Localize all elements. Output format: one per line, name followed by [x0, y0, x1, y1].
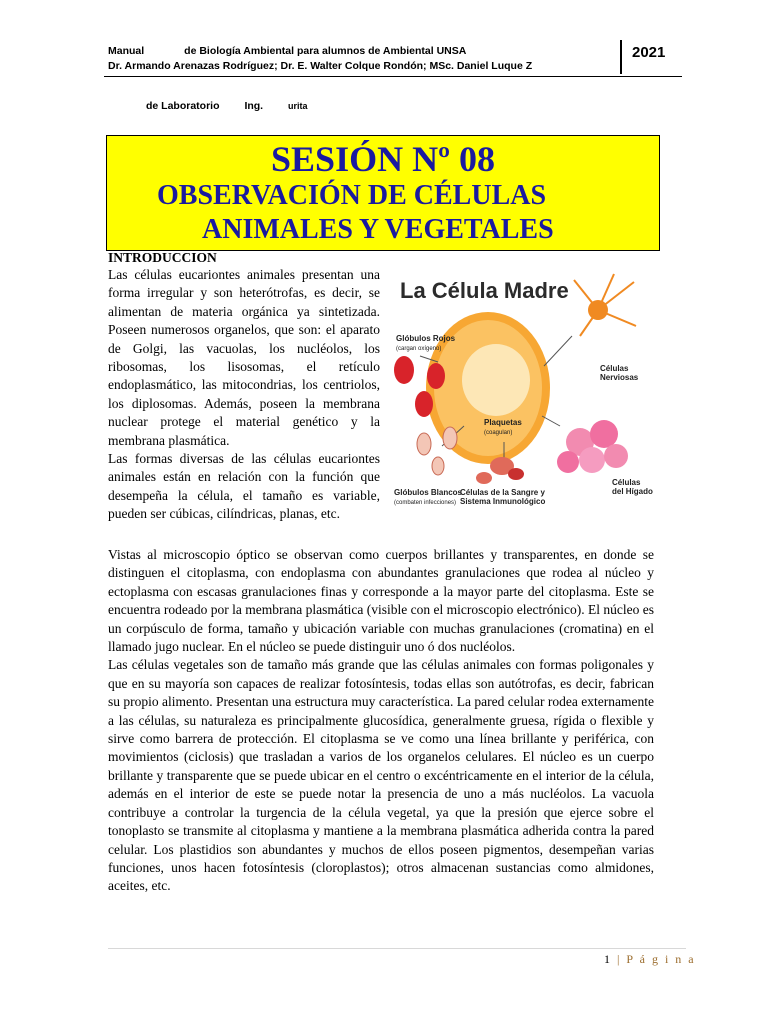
session-title-line1: OBSERVACIÓN DE CÉLULAS — [157, 180, 547, 211]
lab-line — [146, 100, 308, 112]
intro-heading: INTRODUCCION — [108, 250, 217, 265]
header-course-line — [108, 44, 618, 59]
white-blood-cell — [417, 433, 431, 455]
red-blood-cell — [394, 356, 414, 384]
page-number-value: 1 — [604, 952, 612, 966]
label-platelets: Plaquetas (coagulan) — [484, 418, 522, 436]
header-divider — [104, 76, 682, 77]
intro-paragraph-2: Las formas diversas de las células eucariontes animales están en relación con la función que desempeña la célula, el tamaño es variable, pueden ser cúbicas, cilíndricas, planas, etc. — [108, 451, 380, 522]
red-blood-cell — [427, 363, 445, 389]
header-year: 2021 — [632, 44, 666, 61]
intro-paragraph-3: Vistas al microscopio óptico se observan como cuerpos brillantes y transparentes, en donde se distinguen el citoplasma, con endoplasma con abundantes granulaciones que rodea al núcleo y ectoplasma con escasas granulaciones finas y corresponde a la mayor parte del citoplasma. Este se encuentra rodeado por la membrana plasmática (visible con el microscopio electrónico). El núcleo es un corpúsculo de forma, tamaño y ubicación variable con muchas granulaciones (cromatina) en el llamado jugo nuclear. En el núcleo se puede distinguir uno ó dos nucléolos. — [108, 547, 654, 655]
session-number: SESIÓN Nº 08 — [271, 139, 495, 179]
footer-divider — [108, 948, 686, 949]
red-blood-cell — [415, 391, 433, 417]
header-authors: Dr. Armando Arenazas Rodríguez; Dr. E. Walter Colque Rondón; MSc. Daniel Luque Z — [108, 60, 533, 72]
ing-text: Ing. — [244, 100, 264, 112]
intro-left-column — [108, 266, 380, 524]
label-red-blood-cells: Glóbulos Rojos (cargan oxígeno) — [396, 334, 456, 352]
label-nerve-cells: Células Nerviosas — [600, 364, 639, 382]
white-blood-cell — [432, 457, 444, 475]
intro-paragraph-4: Las células vegetales son de tamaño más grande que las células animales con formas poligonales y que en su mayoría son capaces de realizar fotosíntesis, todas ellas son autótrofas, es decir, fabrican su propio alimento. Presentan una estructura muy característica. La pared celular rodea externamente a las células, su naturaleza es principalmente glucosídica, generalmente gruesa, rígida o flexible y sirve como barrera de protección. El citoplasma se ve como una línea brillante y periférica, con movimientos (ciclosis) que trasladan a varios de los organelos celulares. El núcleo es un cuerpo brillante y transparente que se puede ubicar en el centro o excéntricamente en el interior de la célula, además en el interior de este se puede notar la presencia de uno a más nucléolos. La vacuola contribuye a controlar la turgencia de la célula vegetal, ya que la presión que ejerce sobre el tonoplasto se transmite al citoplasma y mantiene a la membrana plasmática adherida contra la pared celular. Los plastidios son abundantes y muchos de ellos poseen pigmentos, desempeñan varias funciones, unos hacen fotosíntesis (cloroplastos); otros almacenan sustancias como almidones, aceites, etc. — [108, 657, 654, 894]
session-title-line2: ANIMALES Y VEGETALES — [202, 214, 554, 245]
session-title-box — [106, 135, 660, 251]
nerve-cell — [574, 274, 636, 336]
document-header — [108, 44, 618, 74]
header-manual: Manual — [108, 45, 145, 57]
intro-paragraph-1: Las células eucariontes animales presentan una forma irregular y son heterótrofas, es decir, se alimentan de materia orgánica ya sintetizada. Poseen numerosos organelos, que son: el aparato de Golgi, las vacuolas, los nucléolos, los ribosomas, los lisosomas, el retículo endoplasmático, las mitocondrias, los centriolos, los diplosomas. Además, poseen la membrana nuclear protege el material genético y la membrana plasmática. — [108, 267, 380, 448]
liver-cells — [557, 420, 628, 473]
intro-full-width-text — [108, 546, 654, 896]
header-year-box — [620, 40, 684, 74]
label-liver-cells: Células del Hígado — [612, 478, 653, 496]
lab-text: de Laboratorio — [146, 100, 220, 112]
label-white-blood-cells: Glóbulos Blancos (combaten infecciones) — [394, 488, 463, 506]
stem-cell-nucleus — [462, 344, 530, 416]
header-course: de Biología Ambiental para alumnos de Ambiental UNSA — [184, 45, 467, 57]
white-blood-cell — [443, 427, 457, 449]
urita-text: urita — [288, 101, 308, 111]
label-blood-immune-cells: Células de la Sangre y Sistema Inmunológico — [460, 488, 546, 506]
page-number — [604, 952, 696, 967]
page-word: | P á g i n a — [617, 952, 696, 966]
figure-title: La Célula Madre — [400, 278, 569, 303]
stem-cell-figure — [384, 266, 656, 518]
